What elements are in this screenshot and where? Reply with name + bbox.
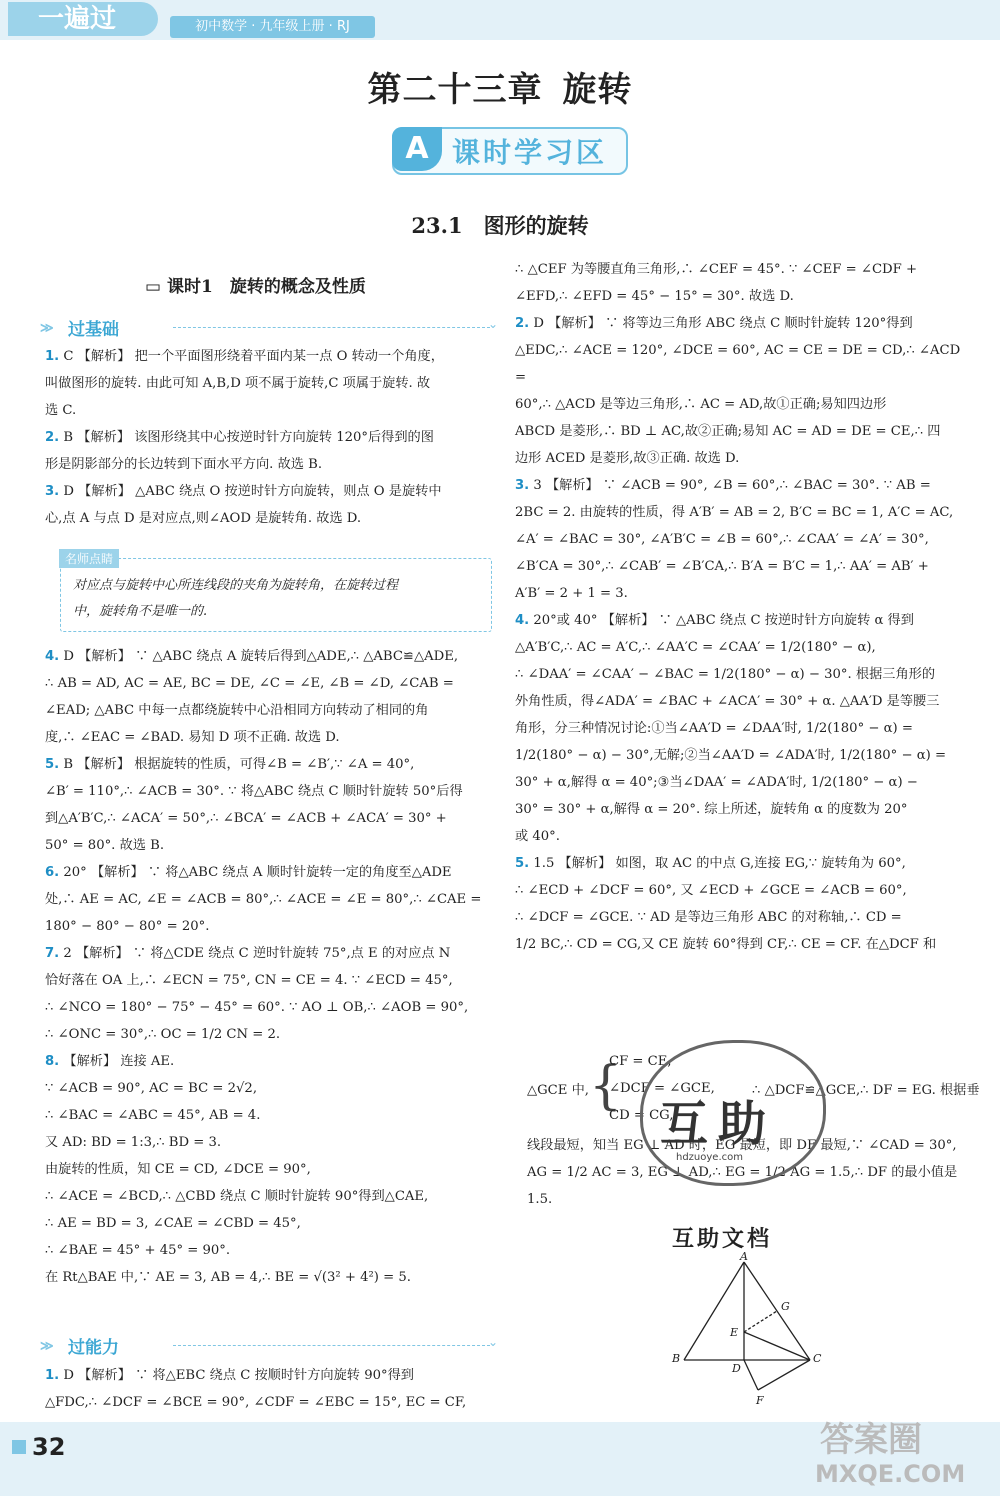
- zone-badge: [392, 127, 628, 175]
- label-b: B: [672, 1352, 681, 1365]
- segment-df: [744, 1360, 758, 1390]
- lesson-title: ▭ 课时1 旋转的概念及性质: [145, 277, 366, 297]
- chapter-title: 第二十三章 旋转: [367, 70, 633, 110]
- basic-bar: ≫ 过基础 ⌄: [40, 317, 498, 340]
- watermark-url: MXQE.COM: [815, 1460, 966, 1488]
- label-a: A: [740, 1250, 748, 1263]
- tip-text: 对应点与旋转中心所连线段的夹角为旋转角，在旋转过程 中，旋转角不是唯一的.: [73, 578, 399, 619]
- section-title: 23.1 图形的旋转: [411, 213, 589, 238]
- right-column-bottom: 线段最短，知当 EG ⊥ AD 时，EG 最短，即 DF 最短,∵ ∠CAD = 30°, AG = 1/2 AC = 3, EG ⊥ AD,∴ EG = 1/2 AG = 1.5,∴ DF 的最小值是 1.5.: [527, 1138, 958, 1207]
- chevron-icon: ≫: [40, 1339, 54, 1354]
- tip-label: 名师点睛: [59, 549, 119, 568]
- left-column-mid: 4. D 【解析】 ∵ △ABC 绕点 A 旋转后得到△ADE,∴ △ABC≌△ADE, ∴ AB = AD, AC = AE, BC = DE, ∠C = ∠E, ∠B = ∠D, ∠CAB = ∠EAD; △ABC 中每一点都绕旋转中心沿相同方向转动了相同的角 度,∴ ∠EAC = ∠BAD. 易知 D 项不正确. 故选 D. 5. B 【解析】 根据旋转的性质，可得∠B = ∠B′,∵ ∠A = 40°, ∠B′ = 110°,∴ ∠ACB = 30°. ∵ 将△ABC 绕点 C 顺时针旋转 50°后得 到△A′B′C,∴ ∠ACA′ = 50°,∴ ∠BCA′ = ∠ACB + ∠ACA′ = 30° + 50° = 80°. 故选 B. 6. 20° 【解析】 ∵ 将△ABC 绕点 A 顺时针旋转一定的角度至△ADE 处,∴ AE = AC, ∠E = ∠ACB = 80°,∴ ∠ACE = ∠E = 80°,∴ ∠CAE = 180° − 80° − 80° = 20°. 7. 2 【解析】 ∵ 将△CDE 绕点 C 逆时针旋转 75°,点 E 的对应点 N 恰好落在 OA 上,∴ ∠ECN = 75°, CN = CE = 4. ∵ ∠ECD = 45°, ∴ ∠NCO = 180° − 75° − 45° = 60°. ∵ AO ⊥ OB,∴ ∠AOB = 90°, ∴ ∠ONC = 30°,∴ OC = 1/2 CN = 2. 8. 【解析】 连接 AE. ∵ ∠ACB = 90°, AC = BC = 2√2, ∴ ∠BAC = ∠ABC = 45°, AB = 4. 又 AD: BD = 1:3,∴ BD = 3. 由旋转的性质，知 CE = CD, ∠DCE = 90°, ∴ ∠ACE = ∠BCD,∴ △CBD 绕点 C 顺时针旋转 90°得到△CAE, ∴ AE = BD = 3, ∠CAE = ∠CBD = 45°, ∴ ∠BAE = 45° + 45° = 90°. 在 Rt△BAE 中,∵ AE = 3, AB = 4,∴ BE = √(3² + 4²) = 5.: [45, 649, 482, 1285]
- stamp-text: 互助: [660, 1096, 777, 1152]
- chevron-icon: ≫: [40, 321, 54, 336]
- ability-bar: ≫ 过能力 ⌄: [40, 1335, 498, 1358]
- right-column-top: ∴ △CEF 为等腰直角三角形,∴ ∠CEF = 45°. ∵ ∠CEF = ∠CDF + ∠EFD,∴ ∠EFD = 45° − 15° = 30°. 故选 D. 2. D 【解析】 ∵ 将等边三角形 ABC 绕点 C 顺时针旋转 120°得到 △EDC,∴ ∠ACE = 120°, ∠DCE = 60°, AC = CE = DE = CD,∴ ∠ACD = 60°,∴ △ACD 是等边三角形,∴ AC = AD,故①正确;易知四边形 ABCD 是菱形,∴ BD ⊥ AC,故②正确;易知 AC = AD = DE = CE,∴ 四 边形 ACED 是菱形,故③正确. 故选 D. 3. 3 【解析】 ∵ ∠ACB = 90°, ∠B = 60°,∴ ∠BAC = 30°. ∵ AB = 2BC = 2. 由旋转的性质，得 A′B′ = AB = 2, B′C = BC = 1, A′C = AC, ∠A′ = ∠BAC = 30°, ∠A′B′C = ∠B = 60°,∴ ∠CAA′ = ∠A′ = 30°, ∠B′CA = 30°,∴ ∠CAB′ = ∠B′CA,∴ B′A = B′C = 1,∴ AA′ = AB′ + A′B′ = 2 + 1 = 3. 4. 20°或 40° 【解析】 ∵ △ABC 绕点 C 按逆时针方向旋转 α 得到 △A′B′C,∴ AC = A′C,∴ ∠AA′C = ∠CAA′ = 1/2(180° − α), ∴ ∠DAA′ = ∠CAA′ − ∠BAC = 1/2(180° − α) − 30°. 根据三角形的 外角性质，得∠ADA′ = ∠BAC + ∠ACA′ = 30° + α. △AA′D 是等腰三 角形，分三种情况讨论:①当∠AA′D = ∠DAA′时, 1/2(180° − α) = 1/2(180° − α) − 30°,无解;②当∠AA′D = ∠ADA′时, 1/2(180° − α) = 30° + α,解得 α = 40°;③当∠DAA′ = ∠ADA′时, 1/2(180° − α) − 30° = 30° + α,解得 α = 20°. 综上所述，旋转角 α 的度数为 20° 或 40°. 5. 1.5 【解析】 如图，取 AC 的中点 G,连接 EG,∵ 旋转角为 60°, ∴ ∠ECD + ∠DCF = 60°, 又 ∠ECD + ∠GCE = ∠ACB = 60°, ∴ ∠DCF = ∠GCE. ∵ AD 是等边三角形 ABC 的对称轴,∴ CD = 1/2 BC,∴ CD = CG,又 CE 旋转 60°得到 CF,∴ CE = CF. 在△DCF 和: [515, 262, 961, 952]
- zone-label: 课时学习区: [452, 136, 608, 169]
- label-f: F: [756, 1394, 764, 1407]
- book-breadcrumb: 初中数学 · 九年级上册 · RJ: [170, 16, 375, 38]
- triangle-figure: [660, 1250, 840, 1415]
- brand-logo: 一遍过: [8, 2, 158, 36]
- zone-letter: A: [392, 127, 442, 171]
- page-number: 32: [32, 1433, 66, 1461]
- left-column-top: 1. C 【解析】 把一个平面图形绕着平面内某一点 O 转动一个角度， 叫做图形的旋转. 由此可知 A,B,D 项不属于旋转,C 项属于旋转. 故 选 C. 2. B 【解析】 该图形绕其中心按逆时针方向旋转 120°后得到的图 形是阴影部分的长边转到下面水平方向. 故选 B. 3. D 【解析】 △ABC 绕点 O 按逆时针方向旋转，则点 O 是旋转中 心,点 A 与点 D 是对应点,则∠AOD 是旋转角. 故选 D.: [45, 349, 444, 526]
- segment-eg: [744, 1311, 777, 1332]
- label-d: D: [732, 1362, 741, 1375]
- stamp-url: hdzuoye.com: [676, 1152, 743, 1163]
- book-icon: ▭: [145, 277, 162, 297]
- teacher-tip-box: [60, 552, 492, 632]
- label-c: C: [813, 1352, 822, 1365]
- doc-label: 互助文档: [672, 1227, 773, 1252]
- label-e: E: [730, 1326, 739, 1339]
- left-column-bottom: 1. D 【解析】 ∵ 将△EBC 绕点 C 按顺时针方向旋转 90°得到 △FDC,∴ ∠DCF = ∠BCE = 90°, ∠CDF = ∠EBC = 15°, EC = CF,: [45, 1368, 467, 1410]
- watermark-text: 答案圈: [820, 1420, 922, 1460]
- label-g: G: [781, 1300, 790, 1313]
- page-marker: [12, 1440, 26, 1454]
- equation-system: △GCE 中, { CF = CE, ∠DCF = ∠GCE, CD = CG, ∴ △DCF≌△GCE,∴ DF = EG. 根据垂: [527, 1054, 980, 1123]
- side-ab: [684, 1262, 744, 1360]
- segment-cf: [758, 1360, 810, 1390]
